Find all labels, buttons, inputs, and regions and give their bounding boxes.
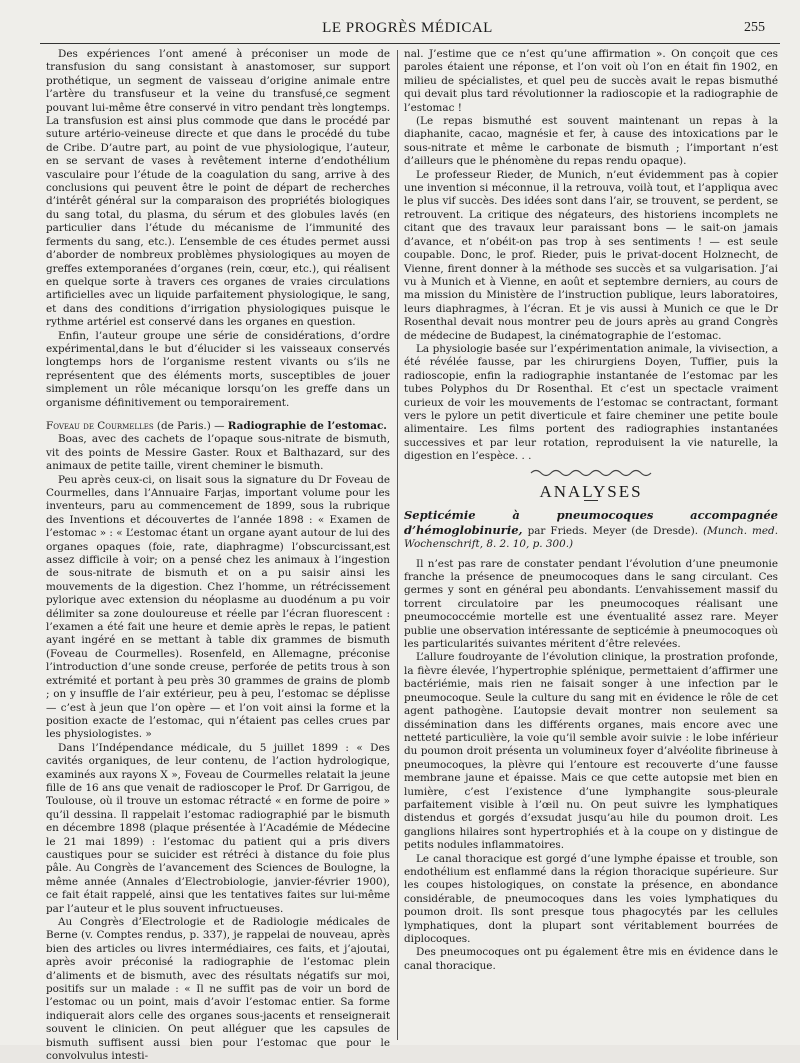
section-place: (de Paris.) —: [153, 419, 228, 432]
page-number: 255: [744, 20, 765, 35]
article-heading: [404, 509, 778, 551]
section-title: Radiographie de l’estomac.: [227, 419, 387, 432]
section-author: Foveau de Courmelles: [46, 419, 154, 432]
paragraph: Des pneumocoques ont pu également être mis en évidence dans le canal thoracique.: [404, 946, 778, 972]
paragraph: Au Congrès d’Electrologie et de Radiologie médicales de Berne (v. Comptes rendus, p. 337), je rappelai de nouveau, après bien des articles ou livres intermédiaires, ces faits, et j’ajoutai, après avoir préconisé la radiographie de l’estomac plein d’aliments et de bismuth, avec des résultats négatifs sur moi, positifs sur un malade : « Il ne suffit pas de voir un bord de l’estomac ou un point, mais d’avoir l’estomac entier. Sa forme indiquerait alors celle des organes sous-jacents et renseignerait souvent le clinicien. On peut alléguer que les capsules de bismuth suffisent aussi bien pour l’estomac que pour le convolvulus intesti-: [46, 916, 390, 1063]
journal-title: LE PROGRÈS MÉDICAL: [322, 20, 493, 36]
paragraph: Dans l’Indépendance médicale, du 5 juillet 1899 : « Des cavités organiques, de leur contenu, de l’action hydrologique, examinés aux rayons X », Foveau de Courmelles relatait la jeune fille de 16 ans que venait de radioscoper le Prof. Dr Garrigou, de Toulouse, où il trouve un estomac rétracté « en forme de poire » qu’il dessina. Il rappelait l’estomac radiographié par le bismuth en décembre 1898 (plaque présentée à l’Académie de Médecine le 21 mai 1899) : l’estomac du patient qui a pris divers caustiques pour se suicider est rétréci à distance du foie plus pâle. Au Congrès de l’avancement des Sciences de Boulogne, la même année (Annales d’Electrobiologie, janvier-février 1900), ce fait était rappelé, ainsi que les tentatives faites sur lui-même par l’auteur et le plus souvent infructueuses.: [46, 741, 390, 915]
article-title: Septicémie à pneumocoques accompagnée d’hémoglobinurie,: [404, 508, 778, 537]
paragraph: Des expériences l’ont amené à préconiser un mode de transfusion du sang consistant à anastomoser, sur support prothétique, un segment de vaisseau d’origine animale entre l’artère du transfuseur et la veine du transfusé,ce segment pouvant lui-même être conservé in vitro pendant très longtemps. La transfusion est ainsi plus commode que dans le procédé par suture artério-veineuse directe et que dans le procédé du tube de Cribe. D’autre part, au point de vue physiologique, l’auteur, en se servant de vases à revêtement interne d’endothélium vasculaire pour l’étude de la coagulation du sang, arrive à des conclusions qui peuvent être le point de départ de recherches d’intérêt général sur la comparaison des propriétés biologiques du sang total, du plasma, du sérum et des globules lavés (en particulier dans l’étude du mécanisme de l’immunité des ferments du sang, etc.). L’ensemble de ces études permet aussi d’aborder de nombreux problèmes physiologiques au moyen de greffes extemporanées d’organes (rein, cœur, etc.), qui réalisent en quelque sorte à travers ces organes de vraies circulations artificielles avec un liquide parfaitement physiologique, le sang, et dans des conditions d’irrigation physiologiques puisque le rythme artériel est conservé dans les organes en question.: [46, 48, 390, 329]
paragraph: Enfin, l’auteur groupe une série de considérations, d’ordre expérimental,dans le but d’élucider si les vaisseaux conservés longtemps hors de l’organisme restent vivants ou s’ils ne représentent que des éléments morts, susceptibles de jouer simplement un rôle mécanique lorsqu’on les greffe dans un organisme définitivement ou temporairement.: [46, 329, 390, 409]
paragraph: Peu après ceux-ci, on lisait sous la signature du Dr Foveau de Courmelles, dans l’Annuaire Farjas, important volume pour les inventeurs, paru au commencement de 1899, sous la rubrique des Inventions et découvertes de l’année 1898 : « Examen de l’estomac » : « L’estomac étant un organe ayant autour de lui des organes opaques (foie, rate, diaphragme) l’obscurcissant,est assez difficile à voir; on a pensé chez les animaux à l’ingestion de sous-nitrate de bismuth et on a pu saisir ainsi les mouvements de la digestion. Chez l’homme, un rétrécissement pylorique avec extension du néoplasme au duodénum a pu voir délimiter sa zone douloureuse et réelle par l’écran fluorescent : l’examen a été fait une heure et demie après le repas, le patient ayant ingéré en se mettant à table dix grammes de bismuth (Foveau de Courmelles). Rosenfeld, en Allemagne, préconise l’introduction d’une sonde creuse, perforée de petits trous à son extrémité et portant à peu près 30 grammes de grains de plomb ; on y insuffle de l’air extérieur, peu à peu, l’estomac se déplisse — c’est à jeun que l’on opère — et l’on voit ainsi la forme et la position exacte de l’estomac, qui n’étaient pas celles crues par les physiologistes. »: [46, 473, 390, 741]
paragraph: Le canal thoracique est gorgé d’une lymphe épaisse et trouble, son endothélium est enflammé dans la région thoracique supérieure. Sur les coupes histologiques, on constate la présence, en abondance considérable, de pneumocoques dans les voies lymphatiques du poumon droit. Ils sont presque tous phagocytés par les cellules lymphatiques, dont la plupart sont véritablement bourrées de diplocoques.: [404, 852, 778, 945]
paragraph: L’allure foudroyante de l’évolution clinique, la prostration profonde, la fièvre élevée, l’hypertrophie splénique, permettaient d’affirmer une bactériémie, mais rien ne faisait songer à une infection par le pneumocoque. Seule la culture du sang mit en évidence le rôle de cet agent pathogène. L’autopsie devait montrer non seulement sa dissémination dans les différents organes, mais encore avec une netteté particulière, la voie qu’il semble avoir suivie : le lobe inférieur du poumon droit présenta un volumineux foyer d’alvéolite fibrineuse à pneumocoques, la plèvre qui l’entoure est recouverte d’une fausse membrane jaune et épaisse. Mais ce que cette autopsie met bien en lumière, c’est l’existence d’une lymphangite sous-pleurale parfaitement visible à l’œil nu. On peut suivre les lymphatiques distendus et gorgés d’exsudat jusqu’au hile du poumon droit. Les ganglions hilaires sont hypertrophiés et à la coupe on y distingue de petits nodules inflammatoires.: [404, 651, 778, 852]
right-column: [404, 48, 778, 1038]
ornament-divider: [404, 468, 778, 481]
column-divider: [397, 50, 398, 1040]
section-heading: [46, 420, 390, 433]
paragraph: La physiologie basée sur l’expérimentation animale, la vivisection, a été révélée fausse, par les chirurgiens Doyen, Tuffier, puis la radioscopie, enfin la radiographie instantanée de l’estomac par les tubes Polyphos du Dr Rosenthal. Et c’est un spectacle vraiment curieux de voir les mouvements de l’estomac se contractant, formant vers le pylore un petit diverticule et faire cheminer une petite boule alimentaire. Les films portent des radiographies instantanées successives et par leur rotation, reproduisent la vie naturelle, la digestion en l’espèce. . .: [404, 342, 778, 463]
page-header: [40, 20, 775, 42]
paragraph: Le professeur Rieder, de Munich, n’eut évidemment pas à copier une invention si méconnue, il la retrouva, voilà tout, et l’appliqua avec le plus vif succès. Des idées sont dans l’air, se trouvent, se perdent, se retrouvent. La critique des négateurs, des historiens incomplets ne citant que des travaux leur paraissant bons — le sait-on jamais d’avance, et n’obéit-on pas trop à ses sentiments ! — est seule coupable. Donc, le prof. Rieder, puis le privat-docent Holznecht, de Vienne, firent donner à la méthode ses succès et sa vulgarisation. J’ai vu à Munich et à Vienne, en août et septembre derniers, au cours de ma mission du Ministère de l’instruction publique, leurs laboratoires, leurs diaphragmes, à l’écran. Et je vis aussi à Munich ce que le Dr Rosenthal devait nous montrer peu de jours après au grand Congrès de médecine de Budapest, la cinématographie de l’estomac.: [404, 168, 778, 342]
squiggle-ornament-icon: [531, 468, 651, 478]
left-column: [46, 48, 390, 1063]
header-rule: [40, 43, 780, 44]
analyses-heading: ANALYSES: [539, 482, 643, 501]
article-source: (Munch. med. Wochenschrift, 8. 2. 10, p. 300.): [404, 524, 778, 551]
paragraph: Il n’est pas rare de constater pendant l’évolution d’une pneumonie franche la présence de pneumocoques dans le sang circulant. Ces germes y sont en général peu abondants. L’envahissement massif du torrent circulatoire par les pneumocoques réalisant une pneumococcémie mortelle est une éventualité assez rare. Meyer publie une observation intéressante de septicémie à pneumocoques où les particularités suivantes méritent d’être relevées.: [404, 557, 779, 651]
article-byline: par Frieds. Meyer (de Dresde).: [522, 524, 704, 537]
paragraph: (Le repas bismuthé est souvent maintenant un repas à la diaphanite, cacao, magnésie et fer, à cause des intoxications par le sous-nitrate et même le carbonate de bismuth ; l’important n’est d’ailleurs que le phénomène du repas rendu opaque).: [404, 115, 778, 168]
paragraph: nal. J’estime que ce n’est qu’une affirmation ». On conçoit que ces paroles étaient une réponse, et l’on voit où l’on en était fin 1902, en milieu de spécialistes, et quel peu de succès avait le repas bismuthé qui devait plus tard révolutionner la radioscopie et la radiographie de l’estomac !: [404, 48, 778, 114]
paragraph: Boas, avec des cachets de l’opaque sous-nitrate de bismuth, vit des points de Messire Gaster. Roux et Balthazard, sur des animaux de petite taille, virent cheminer le bismuth.: [46, 433, 390, 473]
